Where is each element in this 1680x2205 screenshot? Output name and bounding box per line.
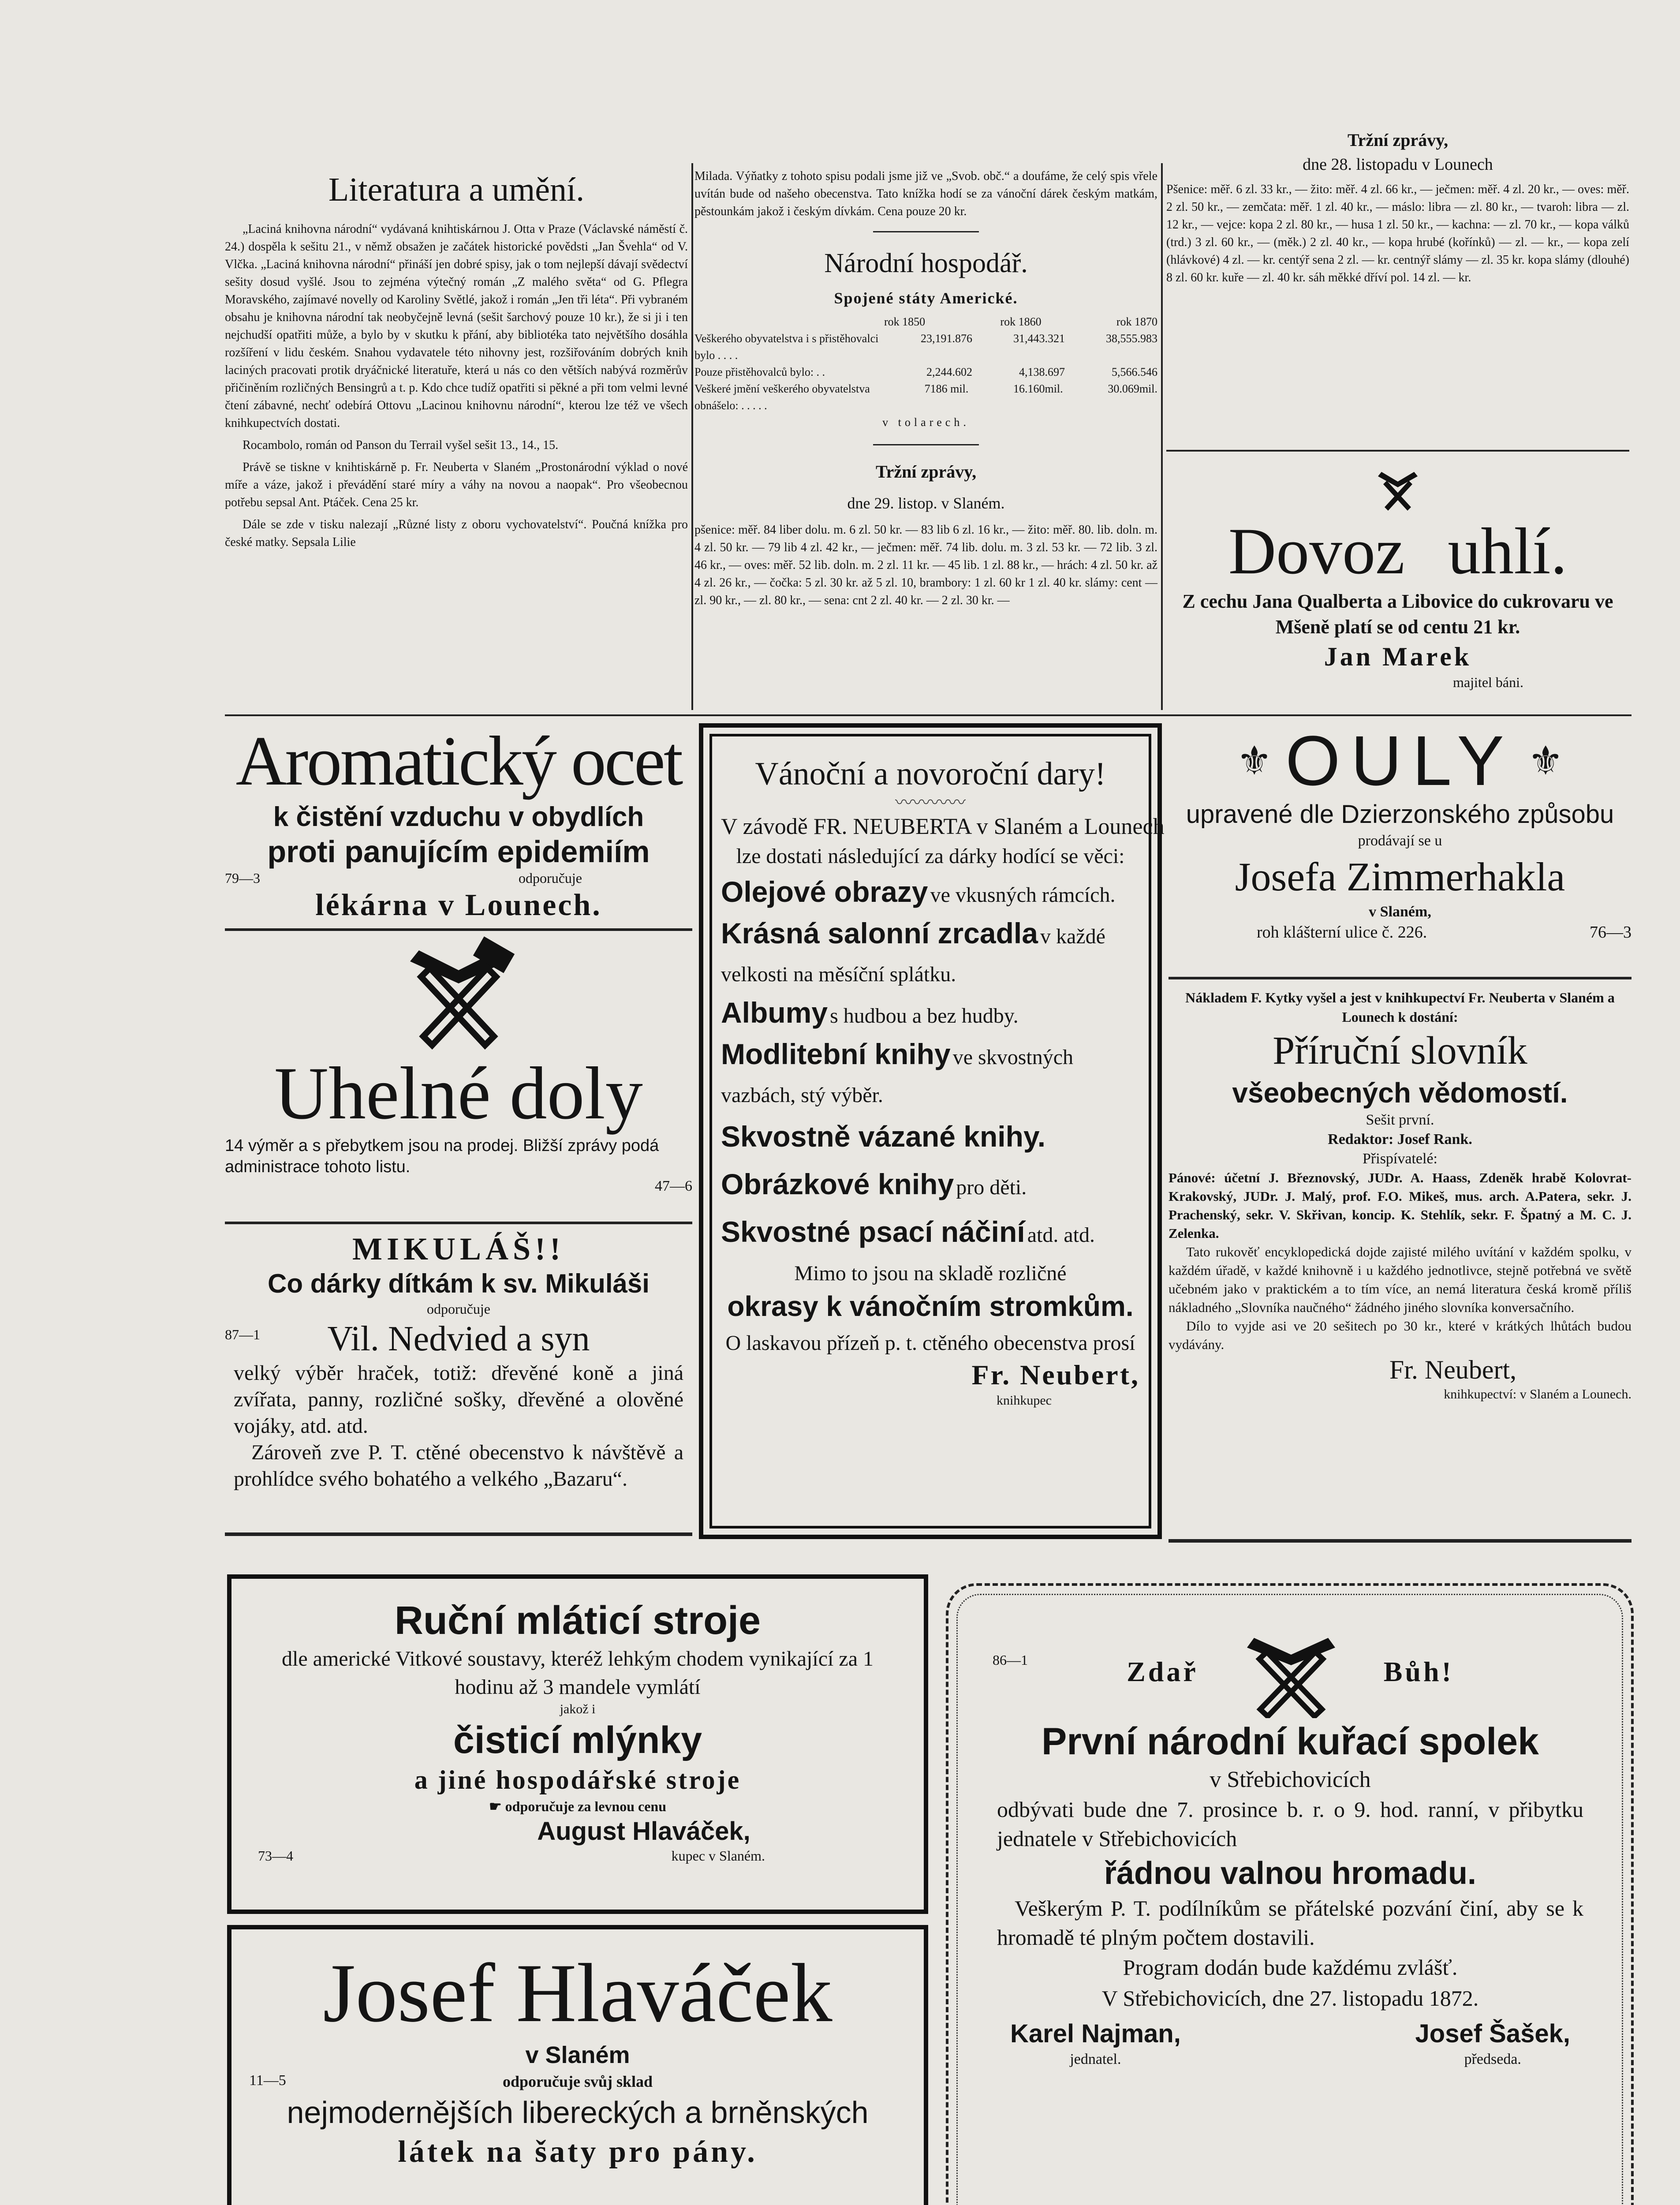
greeting-right: Bůh!: [1383, 1656, 1454, 1687]
ad-number: 11—5: [249, 2072, 286, 2089]
dictionary-text: Tato rukověť encyklopedická dojde zajisté milého uvítání v každém spolku, v každém úřadě, v každé knihovně i u každého jednotlivce, stejně potřebná ve světě učebném jako v praktickém a to tím více, an nemá literatura česká kromě příliš nákladného „Slovníka naučného“ žádného jiného slovníka konversačního.: [1169, 1244, 1631, 1315]
table-row: [694, 330, 1157, 364]
machines-ad: [258, 1596, 897, 1865]
signature-role: knihkupectví: v Slaném a Lounech.: [1444, 1387, 1631, 1401]
recommends: odporučuje svůj sklad: [502, 2073, 653, 2090]
signature: Fr. Neubert,: [1389, 1355, 1517, 1384]
machines-title: Ruční mláticí stroje: [394, 1599, 761, 1643]
xmas-ad: [721, 754, 1165, 1409]
cell: 31,443.321: [1013, 332, 1065, 345]
xmas-more: Mimo to jsou na skladě rozličné: [794, 1262, 1067, 1285]
xmas-favor: O laskavou přízeň p. t. ctěného obecenstva prosí: [725, 1331, 1135, 1355]
spolek-text: Veškerým P. T. podílníkům se přátelské pozvání činí, aby se k hromadě té plným počtem dostavili.: [997, 1896, 1583, 1950]
ad-number: 87—1: [225, 1327, 260, 1342]
hives-title: OULY: [1285, 721, 1515, 800]
row-label: Veškerého obyvatelstva i s přistěhovalci bylo . . . .: [694, 332, 879, 362]
dictionary-ad: [1169, 988, 1631, 1403]
list-item: Olejové obrazy ve vkusných rámcích.: [721, 875, 1116, 908]
coal-ad: [1166, 467, 1629, 691]
hlavacek-goods: látek na šaty pro pány.: [398, 2135, 758, 2169]
greeting-left: Zdař: [1127, 1656, 1198, 1687]
spolek-signatures: [984, 2014, 1597, 2069]
pointing-hand-icon: ☛: [489, 1798, 505, 1814]
market-report: Pšenice: měř. 6 zl. 33 kr., — žito: měř. 4 zl. 66 kr., — ječmen: měř. 4 zl. 20 kr., — oves: měř. 2 zl. 50 kr., — zemčata: měř. 1 zl. 40 kr., — máslo: libra — zl. 80 kr., — tvaroh: libra — zl. 12 kr., — vejce: kopa 2 zl. 80 kr., — husa 1 zl. 50 kr., — kachna: — zl. 70 kr., — kopa válků (trd.) 3 zl. 60 kr., — (měk.) 2 zl. 40 kr., — kopa hrubé (kořínků) — zl. — kr., — kopa zelí (hlávkové) 4 zl. — kr. centýř sena 2 zl. — kr. centnýř slámy — zl. 35 kr. kopa slámy (dlouhé) 8 zl. 60 kr. kuře — zl. 40 kr. sáh měkké dříví pol. 14 zl. — kr.: [1166, 183, 1629, 284]
signature: Josef Šašek,: [1415, 2019, 1570, 2048]
dictionary-contributors: Pánové: účetní J. Březnovský, JUDr. A. Haass, Zdeněk hrabě Kolovrat-Krakovský, JUDr. J. Malý, prof. F.O. Mikeš, mus. arch. A.Patera, sekr. J. Prachenský, sekr. V. Skřivan, koncip. K. Stehlík, sekr. F. Špatný a M. C. J. Zelenka.: [1169, 1170, 1631, 1241]
section-divider: [1169, 977, 1631, 979]
machines-ad-frame: [227, 1574, 928, 1914]
list-item: Skvostné psací náčiní atd. atd.: [721, 1215, 1095, 1248]
mikulas-text: Zároveň zve P. T. ctěné obecenstvo k návštěvě a prohlídce svého bohatého a velkého „Bazaru“.: [234, 1441, 683, 1491]
list-item: Krásná salonní zrcadla v každé velkosti na měsíční splátku.: [721, 917, 1105, 986]
machines-line: a jiné hospodářské stroje: [414, 1765, 741, 1794]
vinegar-line: k čistění vzduchu v obydlích: [273, 802, 644, 832]
cell: 7186 mil.: [924, 382, 969, 395]
shop-name: Vil. Nedvied a syn: [327, 1319, 590, 1358]
vinegar-line: proti panujícím epidemiím: [267, 834, 650, 869]
usa-heading: Spojené státy Americké.: [834, 289, 1018, 307]
dictionary-subtitle: všeobecných vědomostí.: [1232, 1077, 1568, 1109]
cell: 16.160mil.: [1013, 382, 1063, 395]
hlavacek-ad-frame: [227, 1925, 928, 2205]
dictionary-issue: Sešit první.: [1366, 1112, 1434, 1128]
list-item: Modlitební knihy ve skvostných vazbách, stý výběr.: [721, 1038, 1074, 1107]
shop-place: v Slaném,: [1369, 904, 1431, 920]
dictionary-contributors-label: Přispívatelé:: [1363, 1151, 1437, 1167]
xmas-ad-frame: [699, 723, 1165, 1539]
spolek-ad: [984, 1626, 1597, 2069]
hlavacek-ad: [249, 1947, 906, 2172]
hlavacek-rec-row: [249, 2070, 906, 2093]
mines-title: Uhelné doly: [274, 1052, 643, 1135]
hlavacek-line: nejmodernějších libereckých a brněnských: [287, 2095, 869, 2130]
mikulas-title: MIKULÁŠ!!: [352, 1231, 565, 1267]
mikulas-ad: [225, 1230, 692, 1492]
literature-heading: Literatura a umění.: [328, 171, 585, 208]
list-item: Albumy s hudbou a bez hudby.: [721, 996, 1019, 1029]
merchant-row: [258, 1847, 897, 1865]
economy-heading: Národní hospodář.: [824, 248, 1028, 278]
column-divider: [1161, 163, 1163, 710]
row-label: Pouze přistěhovalců bylo: . .: [694, 366, 825, 378]
spolek-program: Program dodán bude každému zvlášť.: [1123, 1955, 1458, 1980]
hives-line: prodávají se u: [1358, 833, 1442, 849]
hammer-pick-icon: [1374, 467, 1422, 512]
section-divider: [225, 1532, 692, 1536]
column-divider: [691, 163, 693, 710]
list-item: Skvostně vázané knihy.: [721, 1120, 1046, 1153]
market-date: dne 29. listop. v Slaném.: [847, 494, 1005, 512]
market-heading: Tržní zprávy,: [875, 462, 977, 482]
louny-market: [1166, 128, 1629, 287]
xmas-intro: lze dostati následující za dárky hodící se věci:: [736, 845, 1125, 868]
mikulas-subtitle: Co dárky dítkám k sv. Mikuláši: [268, 1269, 650, 1298]
year-header: rok 1860: [1000, 315, 1042, 328]
signature: Fr. Neubert,: [971, 1359, 1140, 1390]
section-divider: [1166, 450, 1629, 452]
year-header: rok 1850: [884, 315, 926, 328]
literature-text: [225, 220, 688, 551]
coal-owner-role: majitel báni.: [1453, 674, 1523, 690]
hives-title-row: [1169, 723, 1631, 798]
spolek-ad-frame: [946, 1583, 1634, 2205]
separator: [873, 444, 979, 445]
middle-column: [694, 168, 1157, 609]
coal-owner: Jan Marek: [1324, 642, 1472, 671]
ad-number: 79—3: [225, 870, 260, 886]
literature-paragraph: Rocambolo, román od Panson du Terrail vyšel sešit 13., 14., 15.: [243, 438, 559, 452]
market-date: dne 28. listopadu v Lounech: [1303, 155, 1493, 174]
spolek-meeting: řádnou valnou hromadu.: [1104, 1856, 1477, 1891]
section-divider: [225, 928, 692, 931]
ad-number: 86—1: [993, 1652, 1028, 1668]
mines-ad: [225, 935, 692, 1195]
row-label: Veškeré jmění veškerého obyvatelstva obnášelo: . . . . .: [694, 382, 870, 412]
shop-name: Josefa Zimmerhakla: [1235, 854, 1565, 899]
ad-number: 73—4: [258, 1848, 293, 1864]
cell: 38,555.983: [1106, 332, 1157, 345]
spolek-greeting: [984, 1626, 1597, 1718]
vinegar-ad: [225, 721, 692, 924]
spolek-title: První národní kuřací spolek: [1042, 1720, 1539, 1763]
ad-number: 76—3: [1590, 923, 1631, 942]
recommends: odporučuje: [519, 870, 582, 886]
separator: [873, 231, 979, 232]
hlavacek-name: Josef Hlaváček: [323, 1947, 833, 2040]
list-item: Obrázkové knihy pro děti.: [721, 1168, 1027, 1200]
vinegar-title: Aromatický ocet: [235, 721, 682, 800]
xmas-items: [721, 875, 1140, 1259]
ornament-rule: 〰〰〰〰: [895, 792, 966, 813]
currency-note: v tolarech.: [882, 416, 970, 429]
dictionary-intro: Nákladem F. Kytky vyšel a jest v knihkupectví Fr. Neuberta v Slaném a Lounech k dostání:: [1185, 990, 1615, 1025]
literature-paragraph: Právě se tiskne v knihtiskárně p. Fr. Neuberta v Slaném „Prostonárodní výklad o nové míře a váze, jakož i převádění staré míry a váhy na novou a naopak“. Pro všeobecnou potřebu sepsal Ant. Ptáček. Cena 25 kr.: [225, 460, 688, 509]
literature-paragraph: Dále se zde v tisku nalezají „Různé listy z oboru vychovatelství“. Poučná knížka pro české matky. Sepsala Lilie: [225, 518, 688, 549]
machines-text: dle americké Vitkové soustavy, kteréž lehkým chodem vynikající za 1 hodinu až 3 mandele vymlátí: [281, 1647, 874, 1699]
milada-text: Milada. Výňatky z tohoto spisu podali jsme již ve „Svob. obč.“ a doufáme, že celý spis vřele uvítán bude od našeho obecenstva. Tato knížka hodí se za vánoční dárek českým matkám, pěstounkám jakož i českým dívkám. Cena pouze 20 kr.: [694, 169, 1157, 218]
section-divider: [1169, 1539, 1631, 1543]
xmas-ornaments: okrasy k vánočním stromkům.: [727, 1290, 1134, 1322]
market-report: pšenice: měř. 84 liber dolu. m. 6 zl. 50 kr. — 83 lib 6 zl. 16 kr., — žito: měř. 80. lib. doln. m. 4 zl. 50 kr. — 79 lib 4 zl. 42 kr., — ječmen: měř. 74 lib. dolu. m. 3 zl. 53 kr. — 72 lib. 3 zl. 46 kr., — oves: měř. 52 lib. doln. m. 2 zl. 11 kr. — 45 lib. 1 zl. 88 kr., — hrách: 4 zl. 50 kr. až 4 zl. 26 kr., — čočka: 5 zl. 30 kr. až 5 zl. 10, brambory: 1 zl. 60 kr 1 zl. 40 kr. slámy: cent — zl. 90 kr., — zl. 80 kr., — sena: cnt 2 zl. 40 kr. — 2 zl. 30 kr. —: [694, 523, 1157, 607]
market-heading: Tržní zprávy,: [1347, 130, 1449, 150]
hammer-pick-icon: [1234, 1626, 1348, 1718]
table-row: [694, 381, 1157, 414]
section-divider: [225, 1222, 692, 1224]
ad-number: 47—6: [655, 1178, 692, 1194]
spolek-text: odbývati bude dne 7. prosince b. r. o 9. hod. ranní, v přibytku jednatele v Střebichovicích: [997, 1797, 1583, 1851]
coal-title: Dovoz uhlí.: [1228, 515, 1568, 588]
dictionary-text: Dílo to vyjde asi ve 20 sešitech po 30 kr., které v krátkých lhůtách budou vydávány.: [1169, 1318, 1631, 1352]
cell: 5,566.546: [1112, 366, 1157, 378]
signature-role: jednatel.: [1070, 2051, 1121, 2067]
signature-role: knihkupec: [997, 1393, 1052, 1408]
hives-line: upravené dle Dzierzonského způsobu: [1186, 800, 1614, 829]
hives-ad: [1169, 723, 1631, 943]
mines-text: 14 výměr a s přebytkem jsou na prodej. Bližší zprávy podá administrace tohoto listu.: [225, 1136, 659, 1176]
signature-block: [1010, 2018, 1181, 2069]
signature: Karel Najman,: [1010, 2019, 1181, 2048]
recommends: odporučuje: [427, 1301, 490, 1317]
cell: 2,244.602: [926, 366, 972, 378]
table-header: [694, 314, 1157, 330]
literature-column: [225, 168, 688, 551]
dictionary-title: Příruční slovník: [1273, 1029, 1527, 1073]
mikulas-name-row: [225, 1318, 692, 1360]
section-divider: [225, 714, 1631, 716]
table-row: [694, 364, 1157, 381]
coal-text: Z cechu Jana Qualberta a Libovice do cukrovaru ve Mšeně platí se od centu 21 kr.: [1182, 590, 1613, 638]
statistics-table: [694, 314, 1157, 431]
shop-address-row: [1169, 922, 1631, 943]
signature-role: předseda.: [1464, 2051, 1521, 2067]
shop-line: V závodě FR. NEUBERTA v Slaném a Lounech: [721, 814, 1165, 839]
ornament-icon: ⚜: [1236, 737, 1273, 784]
xmas-title: Vánoční a novoroční dary!: [755, 756, 1106, 792]
spolek-place: v Střebichovicích: [1210, 1767, 1371, 1792]
machines-title: čisticí mlýnky: [453, 1719, 702, 1761]
ornament-icon: ⚜: [1527, 737, 1564, 784]
signature-block: [1415, 2018, 1570, 2069]
cell: 30.069mil.: [1108, 382, 1157, 395]
mikulas-text: velký výběr hraček, totiž: dřevěné koně a jiná zvířata, panny, rozličné sošky, dřevěné a olověné vojáky, atd. atd.: [234, 1361, 683, 1438]
year-header: rok 1870: [1116, 315, 1157, 328]
cell: 4,138.697: [1019, 366, 1065, 378]
spolek-date: V Střebichovicích, dne 27. listopadu 1872.: [1101, 1986, 1479, 2011]
vinegar-meta: [225, 869, 692, 887]
cell: 23,191.876: [921, 332, 972, 345]
merchant-name: August Hlaváček,: [537, 1817, 750, 1846]
literature-paragraph: „Laciná knihovna národní“ vydávaná knihtiskárnou J. Otta v Praze (Václavské náměstí č. 24.) dospěla k sešitu 21., v němž obsažen je začátek historické povědsti „Jan Švehla“ od V. Vlčka. „Laciná knihovna národní“ přináší jen dobré spisy, jak o tom nejlepší dávají svědectví sešity dosud vyšlé. Jsou to zejména výtečný román „Z malého světa“ od G. Pflegra Moravského, zajímavé novelly od Karoliny Světlé, jakož i román „Jen tři léta“. Při vybraném obsahu je knihovna národní tak neobyčejně levná (sešit šarchový pouze 10 kr.), že si ji i ten nejchudší opatřiti může, a bylo by v skutku k přání, aby bibliotéka tato největšího dosáhla rozšíření v lidu českém. Snahou vydavatele této nihovny jest, rozšiřováním dobrých knih laciných pracovati protik dryáčnické literatuře, která u nás co den větších nabývá rozměrův přičiněním rozličných Bensingrů a t. p. Kdo chce tudíž opatřiti si pěkné a při tom velmi levné čtení zábavné, nechť odebírá Ottovu „Lacinou knihovnu národní“, kterou lze též ve všech knihkupectvích dostati.: [225, 222, 688, 430]
dictionary-editor: Redaktor: Josef Rank.: [1328, 1131, 1472, 1147]
pharmacy-name: lékárna v Lounech.: [315, 888, 602, 922]
machines-also: jakož i: [560, 1702, 596, 1716]
crossed-hammers-icon: [392, 935, 525, 1050]
recommends: ☛ odporučuje za levnou cenu: [489, 1798, 667, 1814]
merchant-role: kupec v Slaném.: [671, 1848, 765, 1864]
shop-address: roh klášterní ulice č. 226.: [1257, 923, 1427, 942]
hlavacek-place: v Slaném: [525, 2042, 630, 2068]
